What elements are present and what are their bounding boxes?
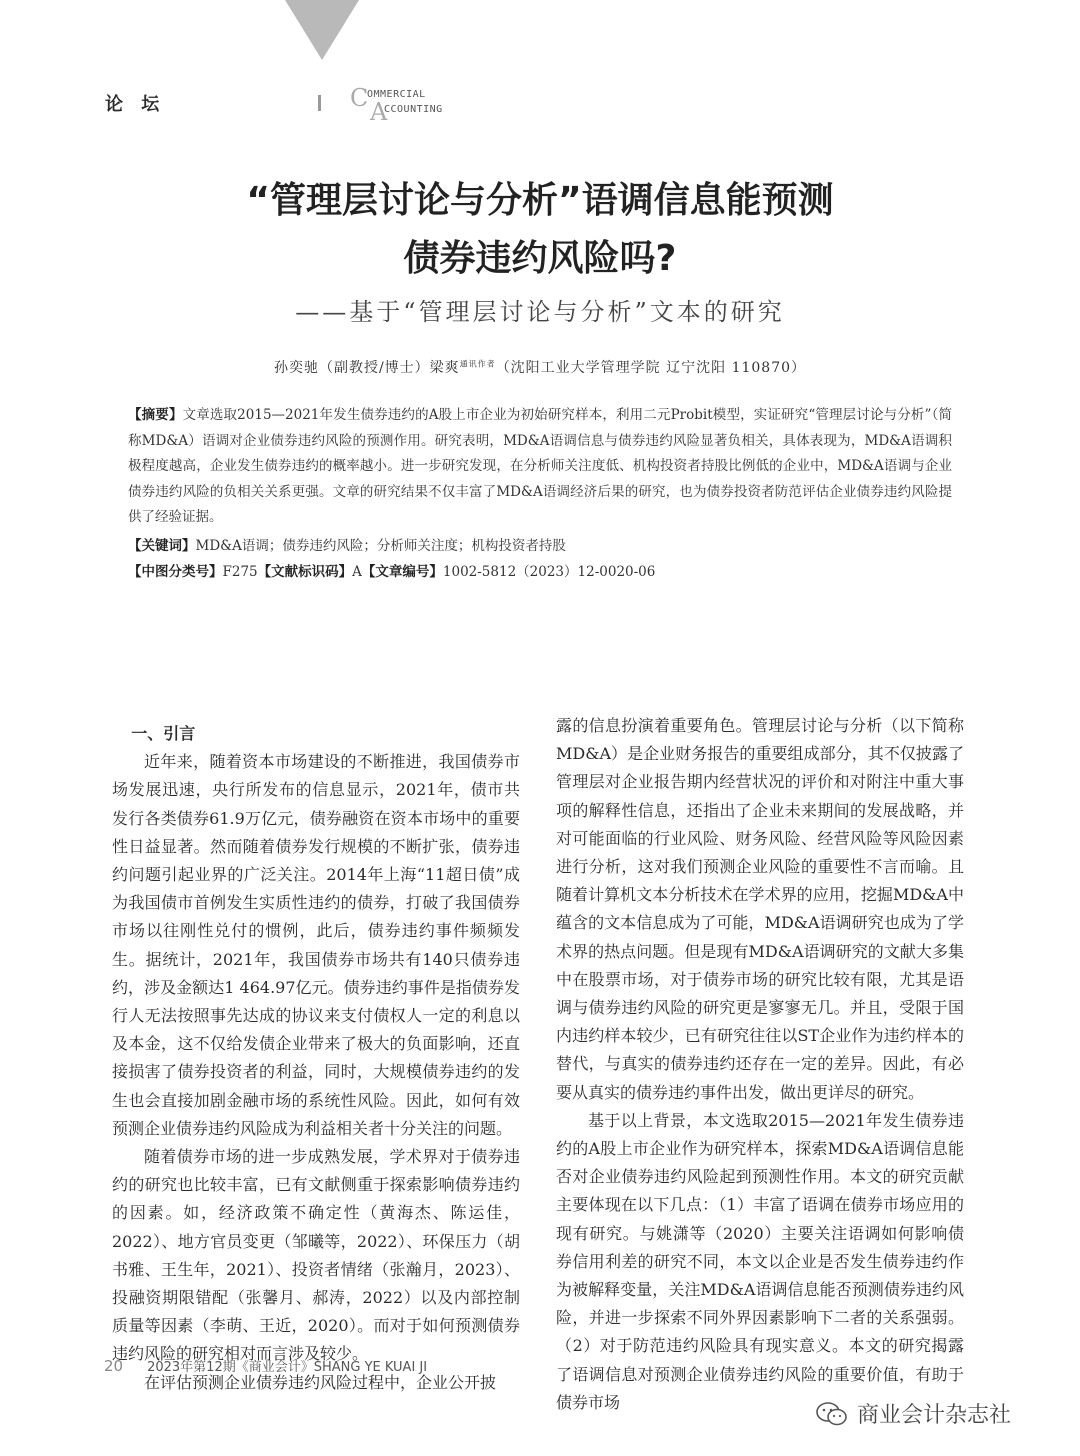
paragraph: 近年来，随着资本市场建设的不断推进，我国债券市场发展迅速，央行所发布的信息显示，2021年，债市共发行各类债券61.9万亿元，债券融资在资本市场中的重要性日益显著。然而随着债券发行规模的不断扩张，债券违约问题引起业界的广泛关注。2014年上海“11超日债”成为我国债市首例发生实质性违约的债券，打破了我国债券市场以往刚性兑付的惯例，此后，债券违约事件频频发生。据统计，2021年，我国债券市场共有140只债券违约，涉及金额达1 464.97亿元。债券违约事件是指债券发行人无法按照事先达成的协议来支付债权人一定的利息以及本金，这不仅给发债企业带来了极大的负面影响，还直接损害了债券投资者的利益，同时，大规模债券违约的发生也会直接加剧金融市场的系统性风险。因此，如何有效预测企业债券违约风险成为利益相关者十分关注的问题。 [112, 752, 520, 1138]
keywords-text: MD&A语调；债券违约风险；分析师关注度；机构投资者持股 [195, 538, 566, 554]
paragraph: 基于以上背景，本文选取2015—2021年发生债券违约的A股上市企业作为研究样本，探索MD&A语调信息能否对企业债券违约风险起到预测性作用。本文的研究贡献主要体现在以下几点：（1）丰富了语调在债券市场应用的现有研究。与姚潇等（2020）主要关注语调如何影响债券信用利差的研究不同，本文以企业是否发生债券违约作为被解释变量，关注MD&A语调信息能否预测债券违约风险，并进一步探索不同外界因素影响下二者的关系强弱。（2）对于防范违约风险具有现实意义。本文的研究揭露了语调信息对预测企业债券违约风险的重要价值，有助于债券市场 [556, 1110, 964, 1412]
section-heading-intro: 一、引言 [131, 724, 196, 743]
article-title-line2: 债券违约风险吗? [403, 238, 677, 279]
watermark-text: 商业会计杂志社 [857, 1403, 1012, 1428]
author-affiliation: （沈阳工业大学管理学院 辽宁沈阳 110870） [495, 360, 807, 376]
paragraph: 露的信息扮演着重要角色。管理层讨论与分析（以下简称MD&A）是企业财务报告的重要组成部分，其不仅披露了管理层对企业报告期内经营状况的评价和对附注中重大事项的解释性信息，还指出了企业未来期间的发展战略，并对可能面临的行业风险、财务风险、经营风险等风险因素进行分析，这对我们预测企业风险的重要性不言而喻。且随着计算机文本分析技术在学术界的应用，挖掘MD&A中蕴含的文本信息成为了可能，MD&A语调研究也成为了学术界的热点问题。但是现有MD&A语调研究的文献大多集中在股票市场，对于债券市场的研究比较有限，尤其是语调与债券违约风险的研究更是寥寥无几。并且，受限于国内违约样本较少，已有研究往往以ST企业作为违约样本的替代，与真实的债券违约还存在一定的差异。因此，有必要从真实的债券违约事件出发，做出更详尽的研究。 [556, 716, 964, 1102]
doc-code-label: 【文献标识码】 [257, 564, 353, 580]
header-triangle-decoration [285, 0, 359, 60]
clc-label: 【中图分类号】 [128, 564, 223, 580]
abstract-text: 文章选取2015—2021年发生债券违约的A股上市企业为初始研究样本，利用二元Probit模型，实证研究“管理层讨论与分析”（简称MD&A）语调对企业债券违约风险的预测作用。研究表明，MD&A语调信息与债券违约风险显著负相关，具体表现为，MD&A语调积极程度越高，企业发生债券违约的概率越小。进一步研究发现，在分析师关注度低、机构投资者持股比例低的企业中，MD&A语调与企业债券违约风险的负相关关系更强。文章的研究结果不仅丰富了MD&A语调经济后果的研究，也为债券投资者防范评估企业债券违约风险提供了经验证据。 [128, 407, 952, 525]
paragraph: 随着债券市场的进一步成熟发展，学术界对于债券违约的研究也比较丰富，已有文献侧重于探索影响债券违约的因素。如，经济政策不确定性（黄海杰、陈运佳，2022）、地方官员变更（邹曦等，2022）、环保压力（胡书雅、王生年，2021）、投资者情绪（张瀚月，2023）、投融资期限错配（张馨月、郝涛，2022）以及内部控制质量等因素（李萌、王近，2020）。而对于如何预测债券违约风险的研究相对而言涉及较少。 [112, 1147, 520, 1364]
article-no-value: 1002-5812（2023）12-0020-06 [442, 564, 656, 580]
header-divider [318, 95, 321, 111]
keywords-line [128, 534, 952, 559]
page-number: 20 [104, 1357, 124, 1375]
article-subtitle: ——基于“管理层讨论与分析”文本的研究 [295, 298, 785, 326]
classification-line [128, 560, 952, 585]
journal-issue: 2023年第12期《商业会计》SHANG YE KUAI JI [147, 1360, 428, 1375]
keywords-label: 【关键词】 [128, 538, 196, 554]
logo-letter-a: A [370, 98, 388, 126]
logo-word-commercial: OMMERCIAL [367, 89, 426, 100]
wechat-watermark [815, 1398, 1011, 1429]
abstract-label: 【摘要】 [128, 407, 183, 423]
article-no-label: 【文章编号】 [361, 564, 443, 580]
logo-letter-c: C [350, 84, 369, 112]
section-label: 论 坛 [105, 94, 166, 115]
author-names: 孙奕驰（副教授/博士）梁爽 [273, 360, 460, 376]
article-title-line1: “管理层讨论与分析”语调信息能预测 [246, 180, 834, 221]
doc-code-value: A [352, 564, 362, 580]
authors-line [0, 357, 1080, 377]
body-column-left [112, 720, 520, 1397]
corresponding-note: 通讯作者 [459, 359, 496, 369]
paragraph: 在评估预测企业债券违约风险过程中，企业公开披 [144, 1372, 497, 1392]
clc-value: F275 [222, 564, 258, 580]
page-footer [104, 1356, 427, 1375]
wechat-icon [815, 1401, 849, 1427]
body-column-right [556, 712, 964, 1417]
logo-word-accounting: CCOUNTING [384, 104, 443, 115]
journal-logo [350, 86, 460, 124]
abstract-block [128, 403, 952, 531]
